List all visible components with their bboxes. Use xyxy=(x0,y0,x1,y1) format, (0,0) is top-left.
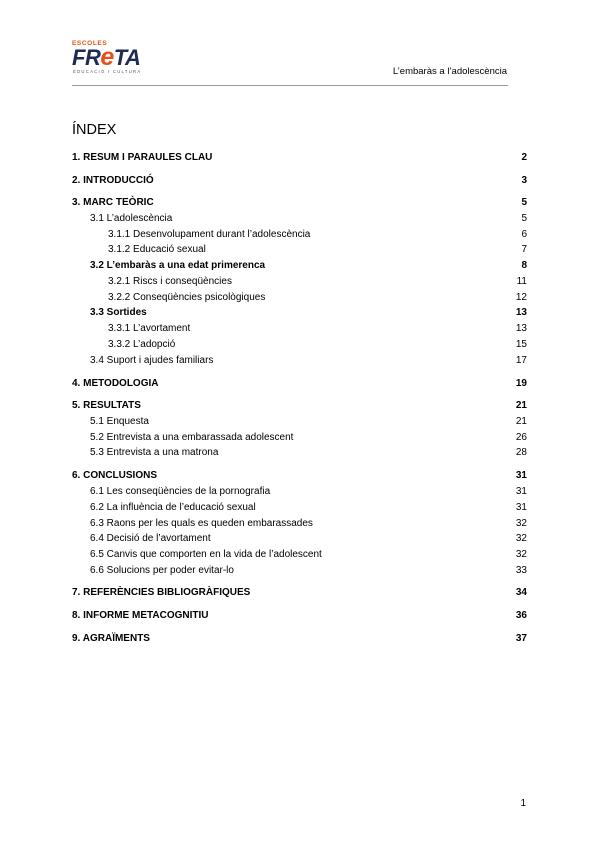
toc-entry-7[interactable] xyxy=(72,585,527,599)
toc-entry-2[interactable] xyxy=(72,173,527,187)
toc-entry-label: 3.2 L’embaràs a una edat primerenca xyxy=(90,259,266,271)
toc-entry-page: 17 xyxy=(515,354,527,366)
toc-entry-label: 6.5 Canvis que comporten en la vida de l’adolescent xyxy=(90,548,322,560)
toc-entry-page: 36 xyxy=(515,609,527,621)
toc-entry-label: 4. METODOLOGIA xyxy=(72,377,159,389)
toc-entry-label: 6. CONCLUSIONS xyxy=(72,469,158,481)
toc-entry-3-1-1[interactable] xyxy=(72,227,527,241)
school-logo xyxy=(72,40,156,76)
toc-entry-3-2-2[interactable] xyxy=(72,290,527,304)
toc-entry-3-1[interactable] xyxy=(72,211,527,225)
toc-entry-3-3-1[interactable] xyxy=(72,321,527,335)
toc-entry-page: 21 xyxy=(515,415,527,427)
toc-entry-1[interactable] xyxy=(72,150,527,164)
toc-entry-3-3[interactable] xyxy=(72,305,527,319)
toc-entry-page: 5 xyxy=(521,212,527,224)
logo-word-a: FR xyxy=(72,45,101,70)
toc-entry-page: 5 xyxy=(521,196,527,208)
toc-entry-5-2[interactable] xyxy=(72,430,527,444)
toc-entry-page: 8 xyxy=(521,259,527,271)
toc-entry-label: 3.1.2 Educació sexual xyxy=(108,243,206,255)
toc-entry-page: 32 xyxy=(515,548,527,560)
toc-entry-5[interactable] xyxy=(72,398,527,412)
toc-entry-page: 32 xyxy=(515,532,527,544)
toc-entry-6[interactable] xyxy=(72,468,527,482)
logo-top-text: ESCOLES xyxy=(72,40,108,47)
toc-entry-label: 6.3 Raons per les quals es queden embarassades xyxy=(90,517,313,529)
toc-entry-page: 21 xyxy=(515,399,527,411)
toc-entry-page: 31 xyxy=(515,485,527,497)
toc-entry-label: 1. RESUM I PARAULES CLAU xyxy=(72,151,213,163)
toc-entry-page: 19 xyxy=(515,377,527,389)
toc-entry-label: 5.2 Entrevista a una embarassada adolescent xyxy=(90,431,294,443)
toc-entry-6-1[interactable] xyxy=(72,484,527,498)
toc-entry-page: 15 xyxy=(515,338,527,350)
toc-entry-label: 3.3.1 L’avortament xyxy=(108,322,191,334)
toc-entry-3-3-2[interactable] xyxy=(72,337,527,351)
toc-entry-3-1-2[interactable] xyxy=(72,242,527,256)
toc-entry-label: 8. INFORME METACOGNITIU xyxy=(72,609,209,621)
toc-entry-label: 9. AGRAÏMENTS xyxy=(72,632,150,644)
toc-entry-label: 7. REFERÈNCIES BIBLIOGRÀFIQUES xyxy=(72,586,251,598)
logo-subtitle: EDUCACIÓ I CULTURA xyxy=(73,69,142,74)
toc-entry-label: 3.3.2 L’adopció xyxy=(108,338,176,350)
toc-entry-page: 28 xyxy=(515,446,527,458)
toc-entry-label: 3.2.2 Conseqüències psicològiques xyxy=(108,291,266,303)
toc-entry-page: 12 xyxy=(515,291,527,303)
toc-entry-page: 37 xyxy=(515,632,527,644)
toc-entry-label: 3.2.1 Riscs i conseqüències xyxy=(108,275,232,287)
toc-entry-label: 6.2 La influència de l’educació sexual xyxy=(90,501,256,513)
toc-entry-page: 7 xyxy=(521,243,527,255)
toc-entry-label: 3.4 Suport i ajudes familiars xyxy=(90,354,214,366)
toc-entry-label: 3. MARC TEÒRIC xyxy=(72,196,154,208)
toc-entry-4[interactable] xyxy=(72,376,527,390)
toc-entry-label: 5.1 Enquesta xyxy=(90,415,149,427)
toc-entry-3-2[interactable] xyxy=(72,258,527,272)
toc-entry-6-5[interactable] xyxy=(72,547,527,561)
toc-entry-6-3[interactable] xyxy=(72,516,527,530)
logo-word-c: TA xyxy=(113,45,141,70)
toc-entry-label: 3.3 Sortides xyxy=(90,306,147,318)
toc-heading: ÍNDEX xyxy=(72,122,117,138)
toc-entry-page: 31 xyxy=(515,469,527,481)
header-divider xyxy=(72,85,508,86)
toc-entry-3-4[interactable] xyxy=(72,353,527,367)
toc-entry-page: 32 xyxy=(515,517,527,529)
toc-entry-label: 6.4 Decisió de l’avortament xyxy=(90,532,211,544)
toc-entry-label: 2. INTRODUCCIÓ xyxy=(72,174,154,186)
toc-entry-label: 3.1 L’adolescència xyxy=(90,212,173,224)
toc-entry-6-2[interactable] xyxy=(72,500,527,514)
toc-entry-label: 6.6 Solucions per poder evitar-lo xyxy=(90,564,234,576)
toc-entry-label: 5. RESULTATS xyxy=(72,399,141,411)
toc-entry-label: 3.1.1 Desenvolupament durant l’adolescència xyxy=(108,228,311,240)
toc-entry-3-2-1[interactable] xyxy=(72,274,527,288)
toc-entry-page: 13 xyxy=(515,322,527,334)
toc-entry-label: 6.1 Les conseqüències de la pornografia xyxy=(90,485,271,497)
document-header-title: L’embaràs a l’adolescència xyxy=(392,66,507,77)
toc-entry-5-1[interactable] xyxy=(72,414,527,428)
page-number: 1 xyxy=(520,798,526,809)
toc-entry-page: 26 xyxy=(515,431,527,443)
toc-entry-page: 2 xyxy=(521,151,527,163)
toc-entry-page: 3 xyxy=(521,174,527,186)
toc-entry-page: 34 xyxy=(515,586,527,598)
logo-word-b: e xyxy=(100,43,114,71)
toc-entry-6-4[interactable] xyxy=(72,531,527,545)
toc-entry-page: 31 xyxy=(515,501,527,513)
toc-entry-5-3[interactable] xyxy=(72,445,527,459)
toc-entry-page: 33 xyxy=(515,564,527,576)
toc-entry-page: 6 xyxy=(521,228,527,240)
toc-entry-page: 13 xyxy=(515,306,527,318)
toc-entry-3[interactable] xyxy=(72,195,527,209)
toc-entry-9[interactable] xyxy=(72,631,527,645)
toc-entry-label: 5.3 Entrevista a una matrona xyxy=(90,446,219,458)
toc-entry-page: 11 xyxy=(516,275,527,287)
toc-entry-6-6[interactable] xyxy=(72,563,527,577)
toc-entry-8[interactable] xyxy=(72,608,527,622)
